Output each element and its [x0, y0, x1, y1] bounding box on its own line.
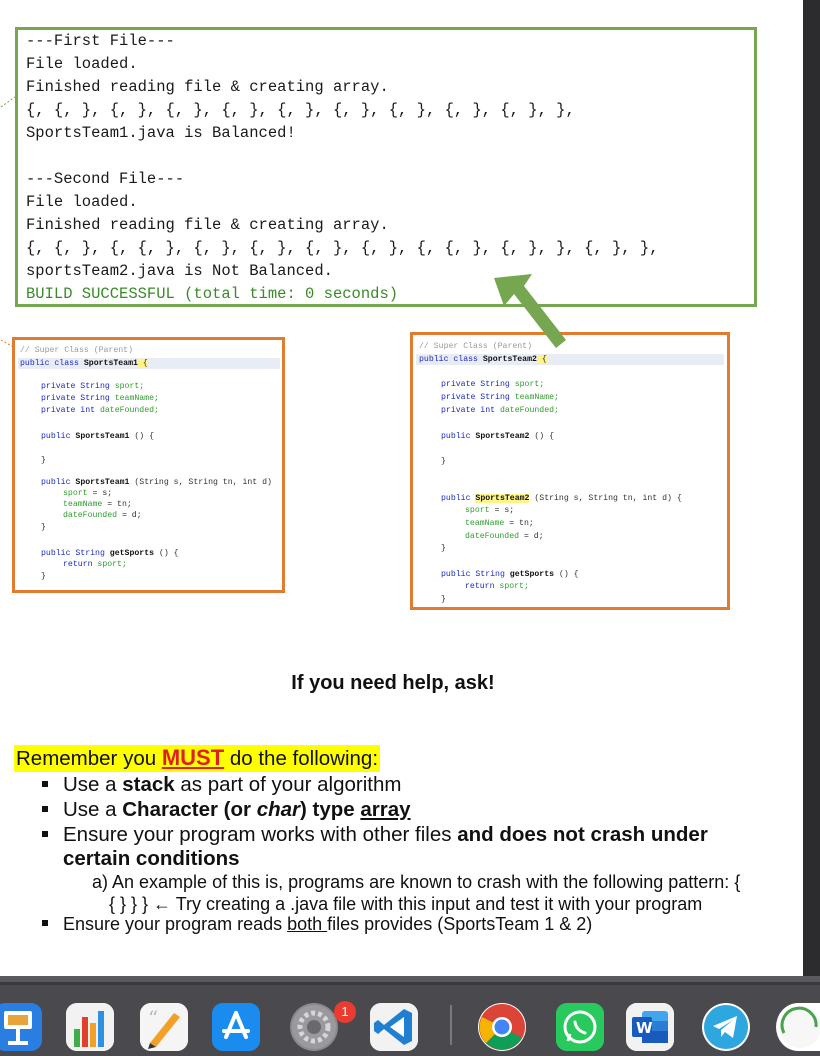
output-line: SportsTeam1.java is Balanced!	[26, 124, 296, 142]
code-comment: // Super Class (Parent)	[419, 342, 533, 351]
vscode-icon[interactable]	[370, 1003, 418, 1051]
output-line: File loaded.	[26, 55, 138, 73]
code-comment: // Super Class (Parent)	[20, 346, 134, 355]
constructor-declaration: public SportsTeam2 () {	[441, 432, 555, 441]
constructor-declaration: public SportsTeam1 () {	[41, 432, 155, 441]
field-declaration: private int dateFounded;	[441, 406, 559, 415]
return-line: return sport;	[465, 582, 529, 591]
output-line: Finished reading file & creating array.	[26, 216, 389, 234]
field-declaration: private String sport;	[41, 382, 145, 391]
app-store-icon[interactable]	[212, 1003, 260, 1051]
build-status-line: BUILD SUCCESSFUL (total time: 0 seconds)	[26, 285, 399, 303]
whatsapp-icon[interactable]	[556, 1003, 604, 1051]
system-settings-icon[interactable]	[290, 1003, 338, 1051]
bullet-square-icon	[42, 806, 48, 812]
scrollbar-track[interactable]	[803, 0, 820, 976]
word-icon[interactable]	[626, 1003, 674, 1051]
field-declaration: private int dateFounded;	[41, 406, 159, 415]
sportsteam2-code-panel	[410, 332, 730, 610]
class-declaration: public class SportsTeam1 {	[20, 359, 148, 368]
assignment-line: dateFounded = d;	[63, 511, 142, 520]
field-declaration: private String teamName;	[441, 393, 559, 402]
bullet-square-icon	[42, 781, 48, 787]
output-line: ---First File---	[26, 32, 175, 50]
document-page: ---First File--- File loaded. Finished reading file & creating array. {, {, }, {, }, {, }, {, }, {, }, {, }, {, }, {, }, {, }, }, SportsTeam1.java is Balanced! ---Second File--- File loaded. Finished reading file & creating array. {, {, }, {, {, }, {, }, {, }, {, }, {, }, {, {, }, {, }, }, {, }, }, sportsTeam2.java is Not Balanced. BUILD SUCCESSFUL (total time: 0 seconds) // Super Class (Parent) public class SportsTeam1 { private String sport; private String teamName; private int dateFounded; public SportsTeam1 () { } public SportsTeam1 (String s, String tn, int d) sport = s; teamName = tn; dateFounded = d; } public String getSports () { return sport; } // Super Class (Parent) public class SportsTeam2 { private String sport; private String teamName; private int dateFounded; public SportsTeam2 () { } public SportsTeam2 (String s, String tn, int d) { sport = s; teamName = tn; dateFounded = d; } public String getSports () { return sport; } If you need help, ask! Remember you MUST do the following: Use a stack as part of your algorithm Use a Character (or char) type array Ensure your program works with other files and does not crash under certain conditions a) An example of this is, programs are known to crash with the following pattern: { { } } } ← Try creating a .java file with this input and test it with your program Ensure your program reads both files provides (SportsTeam 1 & 2)	[0, 0, 803, 976]
page-bottom-edge	[0, 976, 820, 982]
closing-brace: }	[41, 572, 46, 581]
assignment-line: teamName = tn;	[63, 500, 132, 509]
svg-text:“: “	[148, 1006, 159, 1030]
help-text: If you need help, ask!	[291, 672, 495, 694]
closing-brace: }	[441, 595, 446, 604]
bullet-square-icon	[42, 920, 48, 926]
program-output-box	[15, 27, 757, 307]
sportsteam1-code-panel	[12, 337, 285, 593]
return-line: return sport;	[63, 560, 127, 569]
assignment-line: sport = s;	[63, 489, 113, 498]
assignment-line: teamName = tn;	[465, 519, 534, 528]
class-declaration: public class SportsTeam2 {	[419, 355, 547, 364]
output-line: ---Second File---	[26, 170, 185, 188]
closing-brace: }	[41, 523, 46, 532]
method-declaration: public String getSports () {	[441, 570, 579, 579]
bullet-square-icon	[42, 831, 48, 837]
notification-badge: 1	[334, 1001, 356, 1023]
field-declaration: private String sport;	[441, 380, 545, 389]
numbers-icon[interactable]	[66, 1003, 114, 1051]
closing-brace: }	[441, 544, 446, 553]
connector-mark	[0, 95, 16, 109]
closing-brace: }	[41, 456, 46, 465]
assignment-line: dateFounded = d;	[465, 532, 544, 541]
output-line: Finished reading file & creating array.	[26, 78, 389, 96]
field-declaration: private String teamName;	[41, 394, 159, 403]
closing-brace: }	[441, 457, 446, 466]
svg-text:W: W	[636, 1019, 653, 1037]
output-line: {, {, }, {, }, {, }, {, }, {, }, {, }, {, }, {, }, {, }, },	[26, 101, 575, 119]
sub-item-a: a) An example of this is, programs are known to crash with the following pattern: {	[92, 872, 741, 892]
constructor-declaration: public SportsTeam2 (String s, String tn, int d) {	[441, 494, 682, 503]
must-emphasis: MUST	[161, 745, 225, 770]
dock-divider	[450, 1005, 452, 1045]
method-declaration: public String getSports () {	[41, 549, 179, 558]
assignment-line: sport = s;	[465, 506, 515, 515]
constructor-declaration: public SportsTeam1 (String s, String tn, int d)	[41, 478, 272, 487]
remember-heading: Remember you MUST do the following:	[16, 745, 379, 770]
output-line: File loaded.	[26, 193, 138, 211]
pages-icon[interactable]	[140, 1003, 188, 1051]
output-line: sportsTeam2.java is Not Balanced.	[26, 262, 333, 280]
output-line: {, {, }, {, {, }, {, }, {, }, {, }, {, }, {, {, }, {, }, }, {, }, },	[26, 239, 659, 257]
partial-app-icon[interactable]	[776, 1003, 820, 1051]
sub-item-a-continuation: { } } } ← Try creating a .java file with this input and test it with your program	[109, 894, 703, 914]
chrome-icon[interactable]	[478, 1003, 526, 1051]
telegram-icon[interactable]	[702, 1003, 750, 1051]
green-arrow-icon	[480, 268, 580, 356]
keynote-icon[interactable]	[0, 1003, 42, 1051]
